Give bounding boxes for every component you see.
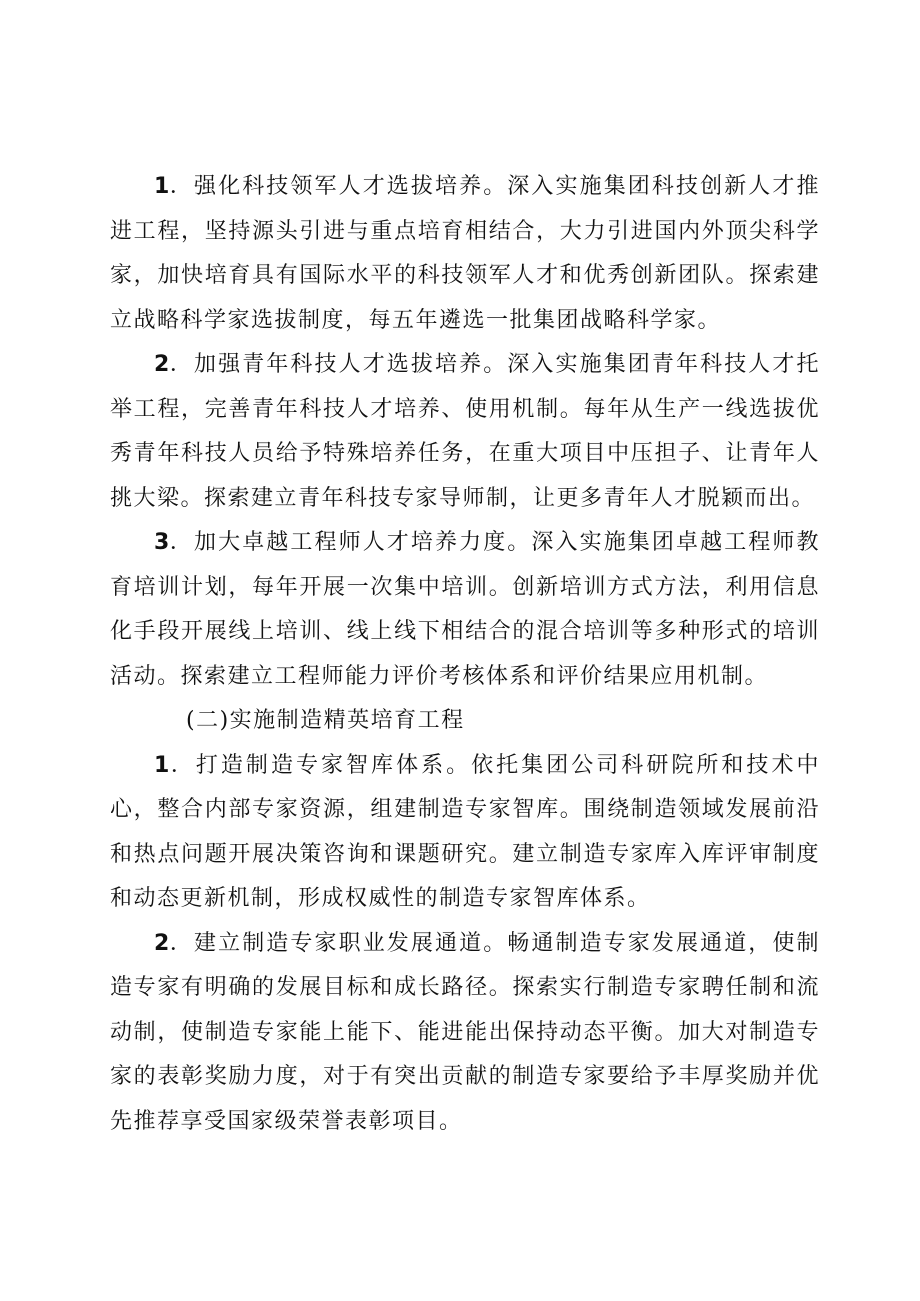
paragraph-number: 1 <box>154 174 170 199</box>
paragraph-text: ．加大卓越工程师人才培养力度。深入实施集团卓越工程师教育培训计划，每年开展一次集中培训。创新培训方式方法，利用信息化手段开展线上培训、线上线下相结合的混合培训等多种形式的培训活动。探索建立工程师能力评价考核体系和评价结果应用机制。 <box>110 530 820 689</box>
paragraph-number: 3 <box>154 530 170 555</box>
paragraph-talent-3 <box>110 521 820 699</box>
paragraph-text: ．打造制造专家智库体系。依托集团公司科研院所和技术中心，整合内部专家资源，组建制造专家智库。围绕制造领域发展前沿和热点问题开展决策咨询和课题研究。建立制造专家库入库评审制度和动态更新机制，形成权威性的制造专家智库体系。 <box>110 752 820 911</box>
section-heading: (二)实施制造精英培育工程 <box>186 708 465 733</box>
paragraph-talent-2 <box>110 343 820 521</box>
paragraph-talent-1 <box>110 165 820 343</box>
paragraph-text: ．加强青年科技人才选拔培养。深入实施集团青年科技人才托举工程，完善青年科技人才培养、使用机制。每年从生产一线选拔优秀青年科技人员给予特殊培养任务，在重大项目中压担子、让青年人挑大梁。探索建立青年科技专家导师制，让更多青年人才脱颖而出。 <box>110 352 820 511</box>
paragraph-text: ．强化科技领军人才选拔培养。深入实施集团科技创新人才推进工程，坚持源头引进与重点培育相结合，大力引进国内外顶尖科学家，加快培育具有国际水平的科技领军人才和优秀创新团队。探索建立战略科学家选拔制度，每五年遴选一批集团战略科学家。 <box>110 174 820 333</box>
paragraph-text: ．建立制造专家职业发展通道。畅通制造专家发展通道，使制造专家有明确的发展目标和成长路径。探索实行制造专家聘任制和流动制，使制造专家能上能下、能进能出保持动态平衡。加大对制造专家的表彰奖励力度，对于有突出贡献的制造专家要给予丰厚奖励并优先推荐享受国家级荣誉表彰项目。 <box>110 930 820 1134</box>
document-body <box>110 165 820 1144</box>
paragraph-manufacturing-1 <box>110 744 820 922</box>
paragraph-number: 1 <box>154 752 170 778</box>
paragraph-number: 2 <box>154 930 170 956</box>
paragraph-manufacturing-2 <box>110 922 820 1145</box>
paragraph-number: 2 <box>154 352 170 377</box>
